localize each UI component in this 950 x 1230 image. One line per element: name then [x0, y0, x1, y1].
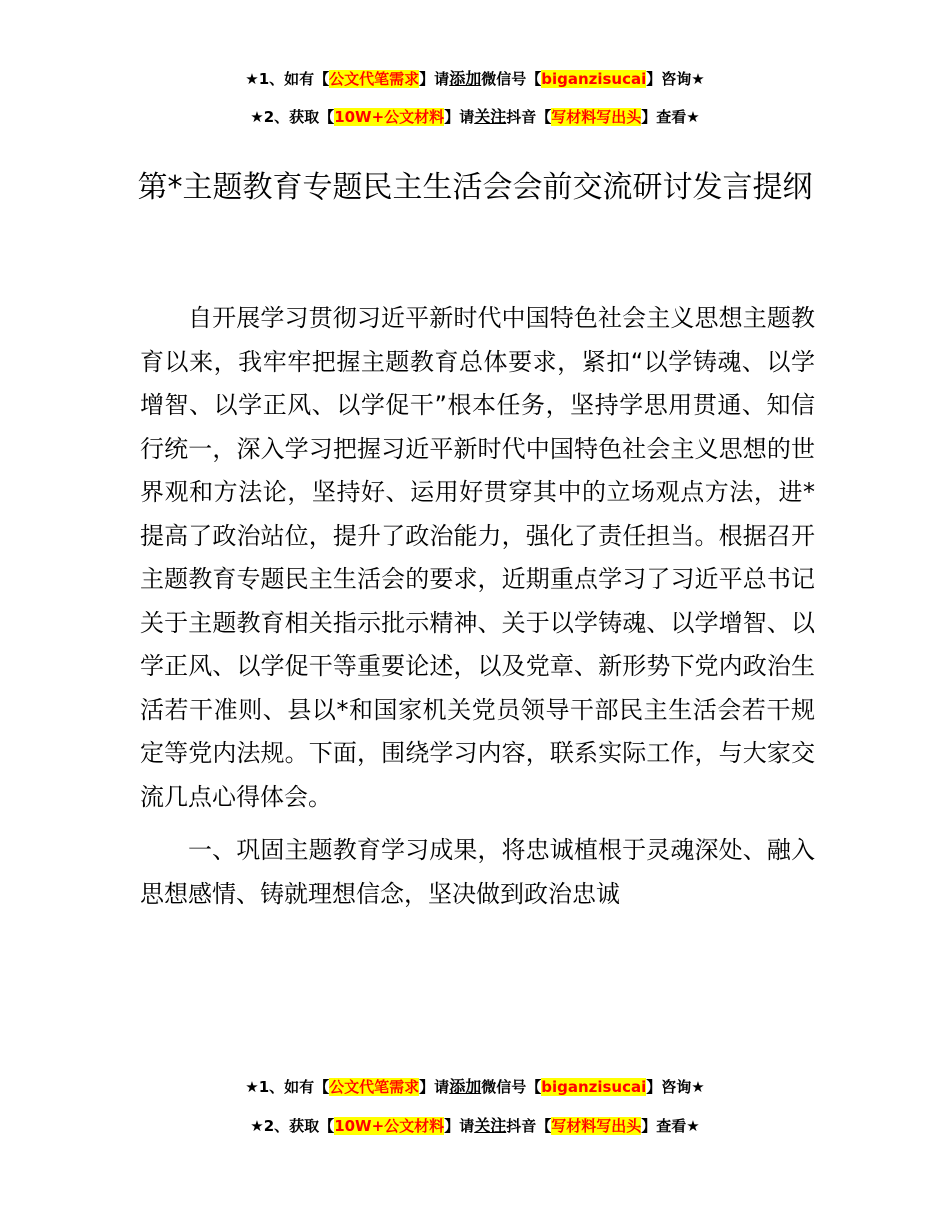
- promo-highlight: 写材料写出头: [551, 108, 642, 126]
- footer-promo-line-2: [0, 1116, 950, 1136]
- promo-highlight: 公文代笔需求: [329, 1078, 420, 1096]
- promo-highlight: biganzisucai: [541, 70, 647, 88]
- promo-text: 】请: [444, 1117, 475, 1135]
- section-heading-paragraph: 一、巩固主题教育学习成果，将忠诚植根于灵魂深处、融入思想感情、铸就理想信念，坚决做到政治忠诚: [140, 836, 815, 908]
- promo-underlined-text: 添加: [449, 1077, 482, 1096]
- promo-suffix: 】查看★: [641, 108, 700, 126]
- promo-prefix: ★1、如有【: [245, 70, 330, 88]
- promo-highlight: 10W+公文材料: [334, 1117, 445, 1135]
- promo-prefix: ★2、获取【: [250, 1117, 335, 1135]
- promo-text: 】请: [444, 108, 475, 126]
- promo-underlined-text: 关注: [474, 1116, 507, 1135]
- promo-text: 微信号【: [481, 1078, 542, 1096]
- promo-prefix: ★2、获取【: [250, 108, 335, 126]
- promo-highlight: biganzisucai: [541, 1078, 647, 1096]
- promo-highlight: 10W+公文材料: [334, 108, 445, 126]
- promo-text: 抖音【: [506, 108, 552, 126]
- promo-highlight: 写材料写出头: [551, 1117, 642, 1135]
- promo-line-2: [0, 107, 950, 127]
- body-paragraph: 自开展学习贯彻习近平新时代中国特色社会主义思想主题教育以来，我牢牢把握主题教育总体要求，紧扣“以学铸魂、以学增智、以学正风、以学促干”根本任务，坚持学思用贯通、知信行统一，深入学习把握习近平新时代中国特色社会主义思想的世界观和方法论，坚持好、运用好贯穿其中的立场观点方法，进*提高了政治站位，提升了政治能力，强化了责任担当。根据召开主题教育专题民主生活会的要求，近期重点学习了习近平总书记关于主题教育相关指示批示精神、关于以学铸魂、以学增智、以学正风、以学促干等重要论述，以及党章、新形势下党内政治生活若干准则、县以*和国家机关党员领导干部民主生活会若干规定等党内法规。下面，围绕学习内容，联系实际工作，与大家交流几点心得体会。: [140, 304, 815, 811]
- promo-underlined-text: 添加: [449, 69, 482, 88]
- promo-highlight: 公文代笔需求: [329, 70, 420, 88]
- promo-text: 微信号【: [481, 70, 542, 88]
- promo-underlined-text: 关注: [474, 107, 507, 126]
- promo-suffix: 】咨询★: [646, 70, 705, 88]
- promo-line-1: [0, 69, 950, 89]
- promo-suffix: 】查看★: [641, 1117, 700, 1135]
- document-title: 第*主题教育专题民主生活会会前交流研讨发言提纲: [137, 170, 813, 206]
- promo-text: 抖音【: [506, 1117, 552, 1135]
- footer-promo-line-1: [0, 1077, 950, 1097]
- promo-suffix: 】咨询★: [646, 1078, 705, 1096]
- promo-prefix: ★1、如有【: [245, 1078, 330, 1096]
- promo-text: 】请: [419, 1078, 450, 1096]
- promo-text: 】请: [419, 70, 450, 88]
